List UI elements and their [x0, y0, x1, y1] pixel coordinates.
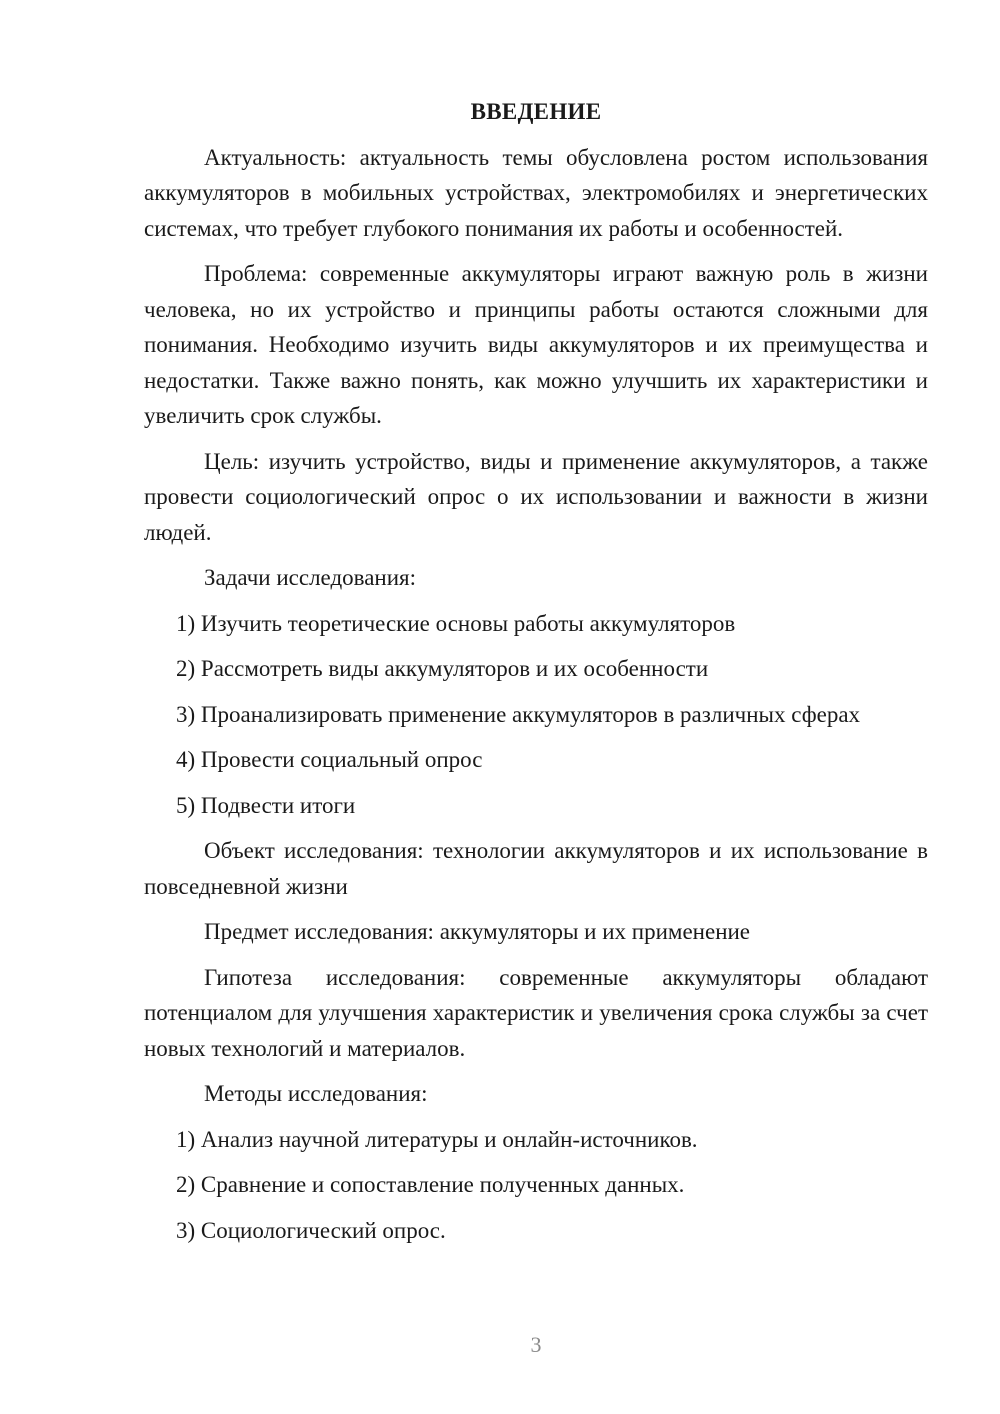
relevance-paragraph: Актуальность: актуальность темы обусловлена ростом использования аккумуляторов в мобильных устройствах, электромобилях и энергетических системах, что требует глубокого понимания их работы и особенностей. — [144, 144, 928, 241]
task-item: 5) Подвести итоги — [176, 792, 356, 818]
method-item: 2) Сравнение и сопоставление полученных данных. — [176, 1172, 685, 1197]
hypothesis-paragraph: Гипотеза исследования: современные аккумуляторы обладают потенциалом для улучшения характеристик и увеличения срока службы за счет новых технологий и материалов. — [144, 964, 928, 1061]
tasks-heading: Задачи исследования: — [204, 565, 417, 590]
page-title: ВВЕДЕНИЕ — [470, 99, 602, 124]
object-paragraph: Объект исследования: технологии аккумуляторов и их использование в повседневной жизни — [144, 838, 928, 899]
subject-paragraph: Предмет исследования: аккумуляторы и их применение — [204, 919, 751, 944]
page-content — [144, 94, 928, 1258]
task-item: 4) Провести социальный опрос — [176, 747, 483, 772]
methods-list — [144, 1122, 928, 1249]
page-number: 3 — [530, 1332, 542, 1357]
method-item: 3) Социологический опрос. — [176, 1217, 446, 1243]
task-item: 3) Проанализировать применение аккумуляторов в различных сферах — [176, 701, 861, 727]
tasks-list — [144, 606, 928, 824]
task-item: 1) Изучить теоретические основы работы аккумуляторов — [176, 610, 736, 636]
method-item: 1) Анализ научной литературы и онлайн-источников. — [176, 1126, 698, 1152]
methods-heading: Методы исследования: — [204, 1081, 428, 1106]
goal-paragraph: Цель: изучить устройство, виды и применение аккумуляторов, а также провести социологический опрос о их использовании и важности в жизни людей. — [144, 448, 928, 545]
task-item: 2) Рассмотреть виды аккумуляторов и их особенности — [176, 656, 709, 681]
problem-paragraph: Проблема: современные аккумуляторы играют важную роль в жизни человека, но их устройство и принципы работы остаются сложными для понимания. Необходимо изучить виды аккумуляторов и их преимущества и недостатки. Также важно понять, как можно улучшить их характеристики и увеличить срок службы. — [144, 261, 928, 428]
